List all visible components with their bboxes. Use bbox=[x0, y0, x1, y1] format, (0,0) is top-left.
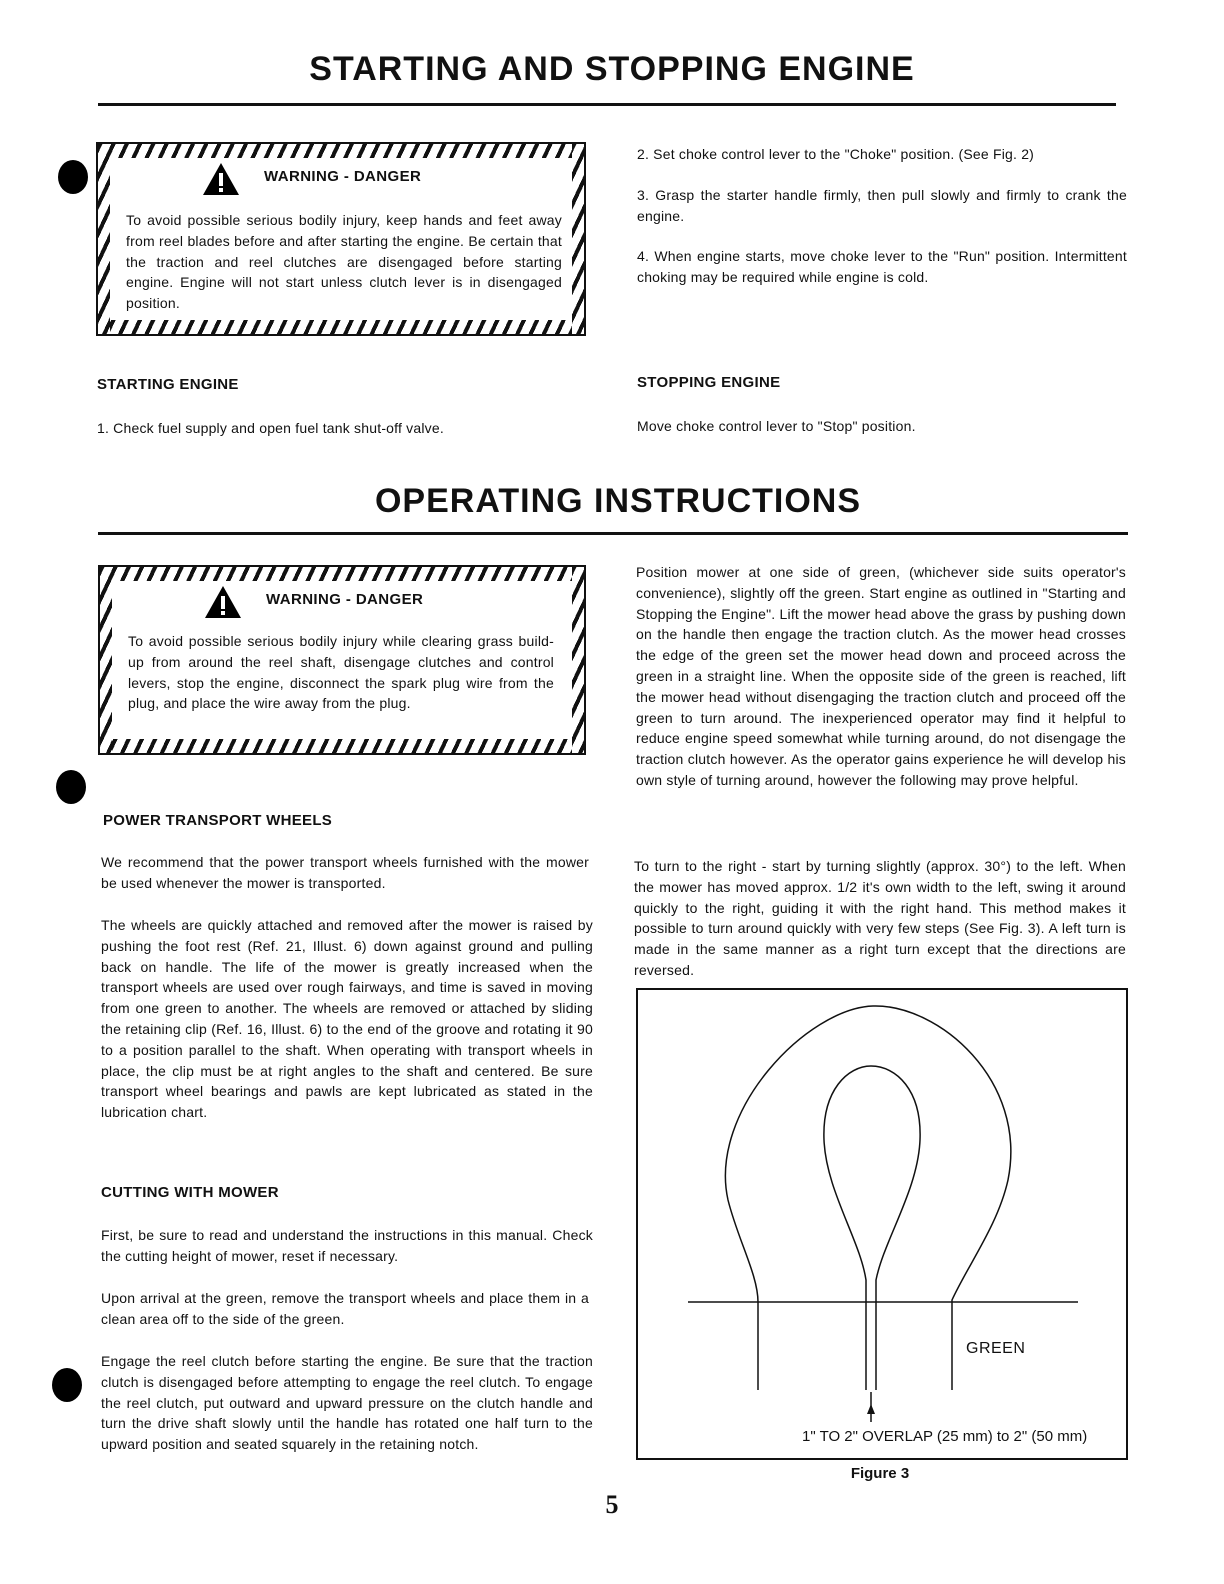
starting-engine-heading: STARTING ENGINE bbox=[97, 376, 239, 393]
warning-text: To avoid possible serious bodily injury while clearing grass build-up from around the reel shaft, disengage clutches and control levers, stop the engine, disconnect the spark plug wire from the plug, and place the wire away from the plug. bbox=[128, 633, 554, 712]
inner-turn-path bbox=[824, 1066, 920, 1390]
cutting-heading: CUTTING WITH MOWER bbox=[101, 1184, 279, 1201]
right-paragraph-2: To turn to the right - start by turning slightly (approx. 30°) to the left. When the mower has moved approx. 1/2 it's own width to the left, swing it around quickly to the right, guiding it with the right hand. This method makes it possible to turn around quickly with very few steps (See Fig. 3). A left turn is made in the same manner as a right turn except that the directions are reversed. bbox=[634, 858, 1126, 978]
turning-pattern-diagram bbox=[638, 990, 1126, 1458]
section-title-operating: OPERATING INSTRUCTIONS bbox=[374, 482, 862, 520]
warning-triangle-icon bbox=[204, 585, 242, 619]
green-label: GREEN bbox=[966, 1340, 1026, 1357]
hazard-stripe bbox=[100, 567, 112, 753]
binder-hole bbox=[56, 770, 86, 804]
warning-triangle-icon bbox=[202, 162, 240, 196]
starting-step-1: 1. Check fuel supply and open fuel tank shut-off valve. bbox=[97, 420, 444, 436]
steps-list bbox=[637, 144, 1127, 288]
hazard-stripe bbox=[572, 567, 584, 753]
cutting-paragraph-3: Engage the reel clutch before starting the engine. Be sure that the traction clutch is disengaged before attempting to engage the reel clutch. To engage the reel clutch, put outward and upward pressure on the clutch handle and turn the drive shaft slowly until the handle has rotated one half turn to the upward position and seated squarely in the retaining notch. bbox=[101, 1353, 593, 1453]
power-paragraph-2: The wheels are quickly attached and removed after the mower is raised by pushing the foot rest (Ref. 21, Illust. 6) down against ground and pulling back on handle. The life of the mower is greatly increased when the transport wheels are used over rough fairways, and time is saved in moving from one green to another. The wheels are removed or attached by sliding the retaining clip (Ref. 16, Illust. 6) to the end of the groove and rotating it 90 to a position parallel to the shaft. When operating with transport wheels in place, the clip must be at right angles to the shaft and centered. Be sure transport wheel bearings and pawls are kept lubricated as stated in the lubrication chart. bbox=[101, 917, 593, 1121]
binder-hole bbox=[58, 160, 88, 194]
figure-caption: Figure 3 bbox=[850, 1465, 910, 1482]
hazard-stripe bbox=[98, 144, 584, 158]
step-4: 4. When engine starts, move choke lever to the "Run" position. Intermittent choking may be required while engine is cold. bbox=[637, 248, 1127, 286]
outer-turn-path bbox=[725, 1006, 1010, 1390]
step-2: 2. Set choke control lever to the "Choke" position. (See Fig. 2) bbox=[637, 146, 1035, 162]
binder-hole bbox=[52, 1368, 82, 1402]
warning-title: WARNING - DANGER bbox=[264, 168, 422, 185]
title-rule bbox=[98, 532, 1128, 535]
warning-box-1 bbox=[96, 142, 586, 336]
power-transport-heading: POWER TRANSPORT WHEELS bbox=[103, 812, 333, 829]
step-3: 3. Grasp the starter handle firmly, then pull slowly and firmly to crank the engine. bbox=[637, 186, 1127, 224]
warning-text: To avoid possible serious bodily injury, keep hands and feet away from reel blades before and after starting the engine. Be certain that the traction and reel clutches are disengaged before starting engine. Engine will not start unless clutch lever is in disengaged position. bbox=[126, 212, 562, 312]
hazard-stripe bbox=[98, 320, 584, 334]
hazard-stripe bbox=[572, 144, 584, 334]
warning-box-2 bbox=[98, 565, 586, 755]
cutting-paragraph-1: First, be sure to read and understand the instructions in this manual. Check the cutting height of mower, reset if necessary. bbox=[101, 1227, 593, 1264]
figure-3-frame bbox=[636, 988, 1128, 1460]
hazard-stripe bbox=[100, 739, 584, 753]
right-paragraph-1: Position mower at one side of green, (whichever side suits operator's convenience), slightly off the green. Start engine as outlined in "Starting and Stopping the Engine". Lift the mower head above the grass by pushing down on the handle then engage the traction clutch. As the mower head crosses the edge of the green set the mower head down and proceed across the green in a straight line. When the opposite side of the green is reached, lift the mower head without disengaging the traction clutch and proceed off the green to turn around. The inexperienced operator may find it helpful to reduce engine speed somewhat while turning around, do not disengage the traction clutch however. As the operator gains experience he will develop his own style of turning around, however the following may prove helpful. bbox=[636, 564, 1126, 788]
page-number: 5 bbox=[605, 1490, 619, 1519]
arrow-head bbox=[867, 1404, 875, 1414]
title-rule bbox=[98, 103, 1116, 106]
section-title-starting-stopping: STARTING AND STOPPING ENGINE bbox=[309, 50, 915, 88]
hazard-stripe bbox=[98, 144, 110, 334]
overlap-label: 1" TO 2" OVERLAP (25 mm) to 2" (50 mm) bbox=[802, 1428, 1088, 1445]
stopping-text: Move choke control lever to "Stop" position. bbox=[637, 418, 916, 434]
hazard-stripe bbox=[100, 567, 584, 581]
power-paragraph-1: We recommend that the power transport wheels furnished with the mower be used whenever the mower is transported. bbox=[101, 854, 589, 891]
stopping-engine-heading: STOPPING ENGINE bbox=[637, 374, 781, 391]
cutting-paragraph-2: Upon arrival at the green, remove the transport wheels and place them in a clean area off to the side of the green. bbox=[101, 1290, 589, 1327]
warning-title: WARNING - DANGER bbox=[266, 591, 424, 608]
